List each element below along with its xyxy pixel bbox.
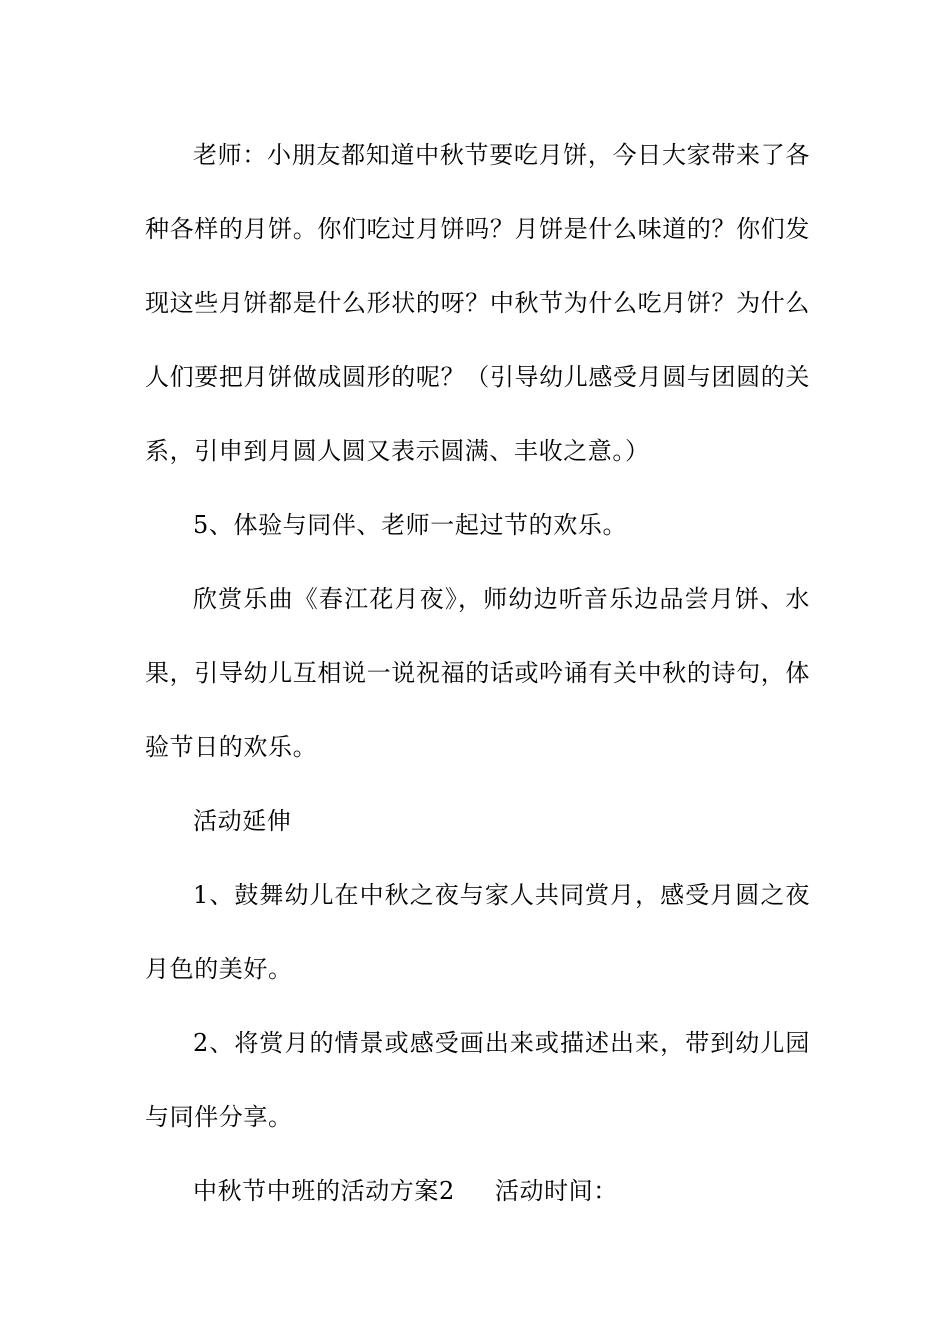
document-page xyxy=(145,118,810,1228)
paragraph-extension-1: 1、鼓舞幼儿在中秋之夜与家人共同赏月，感受月圆之夜月色的美好。 xyxy=(145,881,810,983)
plan-2-heading-line xyxy=(145,1154,810,1228)
plan-2-title: 中秋节中班的活动方案2 xyxy=(193,1177,455,1205)
paragraph-extension-2: 2、将赏月的情景或感受画出来或描述出来，带到幼儿园与同伴分享。 xyxy=(145,1029,810,1131)
activity-time-label: 活动时间： xyxy=(494,1177,618,1205)
paragraph-teacher-dialogue: 老师：小朋友都知道中秋节要吃月饼，今日大家带来了各种各样的月饼。你们吃过月饼吗？月饼是什么味道的？你们发现这些月饼都是什么形状的呀？中秋节为什么吃月饼？为什么人们要把月饼做成圆形的呢？（引导幼儿感受月圆与团圆的关系，引申到月圆人圆又表示圆满、丰收之意。） xyxy=(145,141,810,465)
paragraph-music-appreciation: 欣赏乐曲《春江花月夜》，师幼边听音乐边品尝月饼、水果，引导幼儿互相说一说祝福的话或吟诵有关中秋的诗句，体验节日的欢乐。 xyxy=(145,585,810,761)
section-heading-extension: 活动延伸 xyxy=(193,807,292,835)
paragraph-step-5: 5、体验与同伴、老师一起过节的欢乐。 xyxy=(193,511,628,539)
